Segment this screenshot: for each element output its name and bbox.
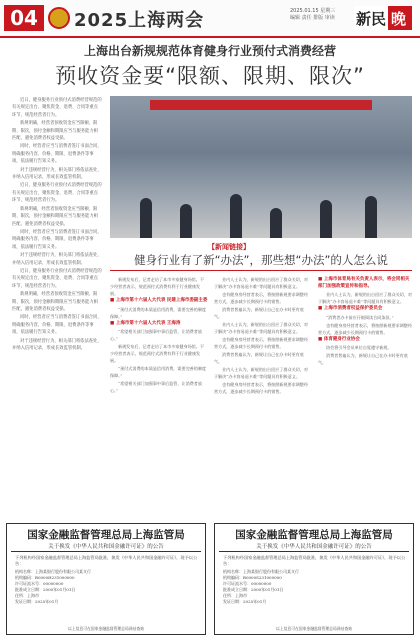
ad-title: 国家金融监督管理总局上海监管局 <box>235 529 393 541</box>
left-article-column <box>12 97 102 515</box>
paragraph: “希望相关部门加强事中事后监管，让消费者放心。” <box>110 329 202 341</box>
paragraph: 消费者普遍认为，新规让自己在办卡时更有底气。 <box>318 353 408 365</box>
paragraph: 同时，经营者应当与消费者签订书面合同，明确服务内容、价格、期限、退费条件等事项，依法履行告知义务。 <box>12 315 102 336</box>
ad-intro: 下列机构经国家金融监督管理总局上海监管局批准，换发《中华人民共和国金融许可证》，现予以公告： <box>15 555 198 566</box>
ad-body: 机构名称：上海某银行股份有限公司某支行 机构编码：B0000H231000000 许可证流水号：00000000 批准成立日期：2000年01月01日 住所：上海市 发证日期：2025年01月 <box>15 569 91 604</box>
paragraph: 业内人士认为，新规的出台回应了群众关切，对于解决“办卡容易退卡难”等问题具有积极意义。 <box>214 277 308 289</box>
top-headline: 上海出台新规规范体育健身行业预付式消费经营 <box>83 44 336 58</box>
paragraph: 新规明确，经营者预收资金应当限额、限期、限次，预付金额和期限应当与服务能力相匹配，避免消费者权益受损。 <box>12 206 98 227</box>
paragraph: 业内人士认为，新规的出台回应了群众关切，对于解决“办卡容易退卡难”等问题具有积极意义。 <box>214 322 308 334</box>
paragraph: 对于违规经营行为，相关部门将依法查处，并纳入信用记录，形成长效监管机制。 <box>12 338 102 351</box>
ad-intro: 下列机构经国家金融监督管理总局上海监管局批准，换发《中华人民共和国金融许可证》，现予以公告： <box>223 555 406 566</box>
article-column-c <box>318 276 412 516</box>
date-line: 2025.01.15 星期三 <box>290 8 336 14</box>
ad-divider <box>219 551 409 552</box>
conference-photo <box>110 96 412 238</box>
page-number: 04 <box>4 5 44 31</box>
paragraph: 新规发布后，记者走访了本市多家健身场馆。不少经营者表示，规范预付式消费有利于行业健康发展。 <box>110 277 204 296</box>
paragraph: 对于违规经营行为，相关部门将依法查处，并纳入信用记录，形成长效监管机制。 <box>12 253 102 266</box>
paragraph: 近日，健身服务行业预付式消费经营规范的有关规定出台，聚焦资金、退费、合同等重点环节，规范经营者行为。 <box>12 268 102 289</box>
date-box <box>290 8 350 22</box>
photo-banner <box>150 100 372 110</box>
paragraph: 业内人士认为，新规的出台回应了群众关切，对于解决“办卡容易退卡难”等问题具有积极意义。 <box>318 292 412 304</box>
photo-person <box>140 198 152 238</box>
paragraph: 消费者普遍认为，新规让自己在办卡时更有底气。 <box>214 307 304 319</box>
main-headline: 预收资金要“限额、限期、限次” <box>55 64 365 88</box>
ad-footer: 以上信息可在国家金融监督管理总局网站查询 <box>68 626 144 631</box>
ad-subtitle: 关于换发《中华人民共和国金融许可证》的公告 <box>48 544 164 550</box>
svg-text:新民: 新民 <box>356 10 387 28</box>
ad-body: 机构名称：上海某银行股份有限公司某支行 机构编码：B0000S231000000 许可证流水号：00000000 批准成立日期：2000年01月01日 住所：上海市 发证日期：2025年01月 <box>223 569 299 604</box>
paragraph: 也有健身房经营者表示，将按照新规要求调整经营方式，逐步减少长期预付卡的销售。 <box>214 382 308 394</box>
paragraph: 业内人士认为，新规的出台回应了群众关切，对于解决“办卡容易退卡难”等问题具有积极意义。 <box>214 367 308 379</box>
paragraph: 也有健身房经营者表示，将按照新规要求调整经营方式，逐步减少长期预付卡的销售。 <box>214 292 308 304</box>
photo-person <box>365 196 377 238</box>
ad-title: 国家金融监督管理总局上海监管局 <box>27 529 185 541</box>
paragraph: 同时，经营者应当与消费者签订书面合同，明确服务内容、价格、期限、退费条件等事项，依法履行告知义务。 <box>12 144 102 165</box>
photo-person <box>180 204 192 238</box>
article-column-b <box>214 276 312 516</box>
sub-headline: 健身行业有了新“办法”，那些想“办法”的人怎么说 <box>134 253 388 267</box>
subhead: ■ 上海市体育局有关负责人表示，将会同相关部门加强政策宣传和指导。 <box>318 277 410 289</box>
subhead: ■ 体育健身行业协会 <box>318 336 360 342</box>
news-link-tag: 【新闻链接】 <box>208 243 250 251</box>
paragraph: 也有健身房经营者表示，将按照新规要求调整经营方式，逐步减少长期预付卡的销售。 <box>318 322 412 335</box>
ad-subtitle: 关于换发《中华人民共和国金融许可证》的公告 <box>256 544 372 550</box>
ad-divider <box>11 551 201 552</box>
paragraph: 同时，经营者应当与消费者签订书面合同，明确服务内容、价格、期限、退费条件等事项，依法履行告知义务。 <box>12 229 102 250</box>
paragraph: 对于违规经营行为，相关部门将依法查处，并纳入信用记录，形成长效监管机制。 <box>12 167 102 181</box>
paragraph: “预付式消费的本质是信用消费，需要完善的制度保障。” <box>110 306 207 319</box>
paragraph: 新规发布后，记者走访了本市多家健身场馆。不少经营者表示，规范预付式消费有利于行业健康发展。 <box>110 344 204 363</box>
paragraph: 新规明确，经营者预收资金应当限额、限期、限次，预付金额和期限应当与服务能力相匹配，避免消费者权益受损。 <box>12 121 98 142</box>
paragraph: 新规明确，经营者预收资金应当限额、限期、限次，预付金额和期限应当与服务能力相匹配，避免消费者权益受损。 <box>12 292 98 312</box>
divider <box>110 270 412 271</box>
paragraph: 近日，健身服务行业预付式消费经营规范的有关规定出台，聚焦资金、退费、合同等重点环节，规范经营者行为。 <box>12 183 102 204</box>
subhead: ■ 上海市第十六届人大代表 民建上海市委副主委 <box>110 298 208 303</box>
photo-person <box>270 208 282 238</box>
paragraph: 也有健身房经营者表示，将按照新规要求调整经营方式，逐步减少长期预付卡的销售。 <box>214 337 308 349</box>
emblem-icon <box>48 7 70 29</box>
masthead-title: 2025上海两会 <box>74 10 205 31</box>
svg-text:晚: 晚 <box>391 10 407 28</box>
photo-person <box>320 200 332 238</box>
editor-line: 编辑 责任 排版 审读 <box>290 15 335 21</box>
subhead: ■ 上海市消费者权益保护委员会 <box>318 306 383 311</box>
paragraph: 近日，健身服务行业预付式消费经营规范的有关规定出台，聚焦资金、退费、合同等重点环节，规范经营者行为。 <box>12 98 102 118</box>
paragraph: “希望相关部门加强事中事后监管，让消费者放心。” <box>110 381 202 393</box>
subhead: ■ 上海市第十六届人大代表 王海涛 <box>110 320 181 326</box>
photo-person <box>230 194 242 238</box>
notice-ad-left <box>6 523 206 635</box>
ad-footer: 以上信息可在国家金融监督管理总局网站查询 <box>276 626 352 631</box>
paragraph: 消费者普遍认为，新规让自己在办卡时更有底气。 <box>214 352 304 364</box>
article-column-a <box>110 276 208 516</box>
paragraph: 协会将引导会员单位自觉遵守新规。 <box>326 345 392 350</box>
newspaper-logo-icon <box>354 4 414 32</box>
paragraph: “预付式消费的本质是信用消费，需要完善的制度保障。” <box>110 366 207 378</box>
paragraph: “消费者办卡前应仔细阅读合同条款。” <box>326 314 394 320</box>
notice-ad-right <box>214 523 414 635</box>
